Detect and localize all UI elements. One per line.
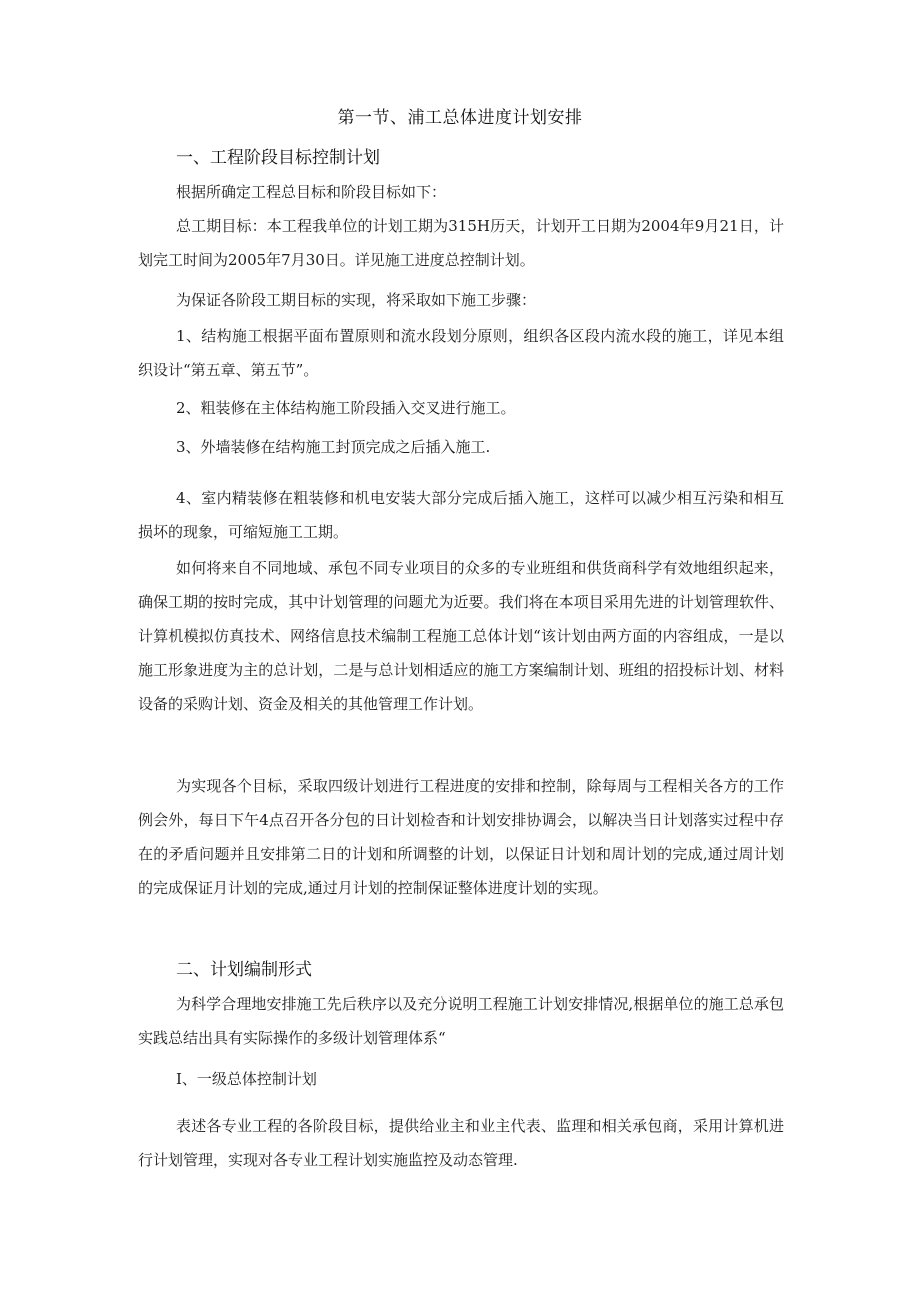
list-item: 3、外墙装修在结构施工封顶完成之后插入施工. (176, 438, 491, 456)
document-title: 第一节、浦工总体进度计划安排 (337, 108, 583, 128)
paragraph: 总工期目标：本工程我单位的计划工期为315H历天，计划开工日期为2004年9月21日，计划完工时间为2005年7月30日。详见施工进度总控制计划。 (138, 217, 784, 269)
paragraph: 为科学合理地安排施工先后秩序以及充分说明工程施工计划安排情况,根据单位的施工总承包实践总结出具有实际操作的多级计划管理体系“ (138, 995, 784, 1047)
paragraph: 为实现各个目标，采取四级计划进行工程进度的安排和控制，除每周与工程相关各方的工作例会外，每日下午4点召开各分包的日计划检杳和计划安排协调会，以解决当日计划落实过程中存在的矛盾问题并且安排第二日的计划和所调整的计划，以保证日计划和周计划的完成,通过周计划的完成保证月计划的完成,通过月计划的控制保证整体进度计划的实现。 (138, 777, 784, 897)
paragraph: 根据所确定工程总目标和阶段目标如下： (176, 183, 447, 201)
list-item: 4、室内精装修在粗装修和机电安装大部分完成后插入施工，这样可以减少相互污染和相互损坏的现象，可缩短施工工期。 (138, 489, 784, 541)
sub-heading: I、一级总体控制计划 (176, 1070, 317, 1088)
list-item: 2、粗装修在主体结构施工阶段插入交叉进行施工。 (176, 399, 516, 417)
paragraph: 为保证各阶段工期目标的实现，将采取如下施工步骤： (176, 291, 537, 309)
section-heading-1: 一、工程阶段目标控制计划 (176, 148, 380, 168)
paragraph: 表述各专业工程的各阶段目标，提供给业主和业主代表、监理和相关承包商，采用计算机进行计划管理，实现对各专业工程计划实施监控及动态管理. (138, 1117, 784, 1169)
section-heading-2: 二、计划编制形式 (176, 960, 312, 980)
paragraph: 如何将来自不同地域、承包不同专业项目的众多的专业班组和供货商科学有效地组织起来，确保工期的按时完成，其中计划管理的问题尤为近要。我们将在本项目采用先进的计划管理软件、计算机模拟仿真技术、网络信息技术编制工程施工总体计划“该计划由两方面的内容组成，一是以施工形象进度为主的总计划，二是与总计划相适应的施工方案编制计划、班组的招投标计划、材料设备的采购计划、资金及相关的其他管理工作计划。 (138, 559, 784, 713)
list-item: 1、结构施工根据平面布置原则和流水段划分原则，组织各区段内流水段的施工，详见本组织设计“第五章、第五节”。 (138, 327, 784, 379)
